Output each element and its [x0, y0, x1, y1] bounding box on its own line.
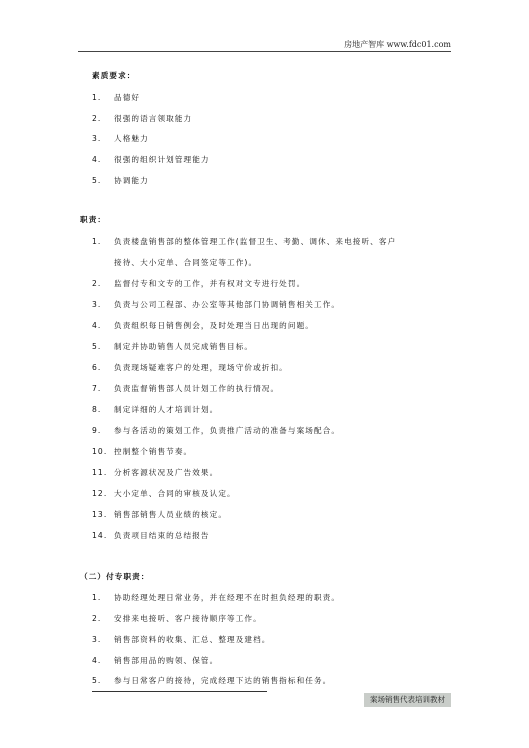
- footer-badge: 案场销售代表培训教材: [364, 693, 451, 707]
- item-number: 1.: [92, 593, 102, 602]
- list-item: [92, 468, 218, 478]
- item-text: 很强的语言领取能力: [114, 114, 193, 123]
- list-item: [92, 676, 331, 686]
- list-item: [92, 510, 227, 520]
- page-header: 房地产智库 www.fdc01.com: [344, 40, 451, 49]
- item-text: 控制整个销售节奏。: [114, 447, 193, 456]
- item-number: 12.: [92, 489, 108, 498]
- list-item: [92, 300, 340, 310]
- item-text: 人格魅力: [114, 134, 149, 143]
- list-item: [92, 93, 140, 103]
- list-item: [92, 614, 262, 624]
- list-item: [92, 531, 210, 541]
- item-text: 负责监督销售部人员计划工作的执行情况。: [114, 384, 280, 393]
- header-divider: [78, 51, 451, 52]
- item-number: 10.: [92, 447, 108, 456]
- item-number: 2.: [92, 114, 102, 123]
- item-text: 监督付专和文专的工作，并有权对文专进行处罚。: [114, 279, 306, 288]
- list-item: [92, 489, 236, 499]
- item-text: 安排来电接听、客户接待顺序等工作。: [114, 614, 262, 623]
- item-text: 协调能力: [114, 176, 149, 185]
- item-text: 参与日常客户的接待，完成经理下达的销售指标和任务。: [114, 676, 332, 685]
- item-text: 制定详细的人才培训计划。: [114, 405, 219, 414]
- list-item: [92, 384, 279, 394]
- list-item: [92, 656, 218, 666]
- item-text: 大小定单、合同的审核及认定。: [114, 489, 236, 498]
- item-number: 14.: [92, 531, 108, 540]
- item-text: 负责项目结束的总结报告: [114, 531, 210, 540]
- item-text: 负责组织每日销售例会，及时处理当日出现的问题。: [114, 321, 314, 330]
- list-item: [92, 279, 305, 289]
- item-number: 6.: [92, 363, 102, 372]
- list-item: [92, 405, 218, 415]
- item-text: 协助经理处理日常业务，并在经理不在时担负经理的职责。: [114, 593, 341, 602]
- item-text: 销售部销售人员业绩的核定。: [114, 510, 228, 519]
- item-text: 很强的组织计划管理能力: [114, 155, 210, 164]
- list-item: [92, 114, 192, 124]
- item-text: 销售部用品的购领、保管。: [114, 656, 219, 665]
- item-text: 负责现场疑难客户的处理，现场守价或折扣。: [114, 363, 288, 372]
- item-text: 制定并协助销售人员完成销售目标。: [114, 342, 254, 351]
- item-number: 9.: [92, 426, 102, 435]
- section-title-quality: 素质要求：: [92, 71, 136, 80]
- item-text: 分析客源状况及广告效果。: [114, 468, 219, 477]
- item-number: 8.: [92, 405, 102, 414]
- item-text: 参与各活动的策划工作，负责推广活动的准备与案场配合。: [114, 426, 341, 435]
- list-item: [92, 155, 210, 165]
- item-number: 4.: [92, 155, 102, 164]
- item-number: 4.: [92, 656, 102, 665]
- item-number: 5.: [92, 176, 102, 185]
- list-item: [92, 134, 149, 144]
- list-item: [92, 321, 314, 331]
- list-item: [92, 635, 271, 645]
- list-item-continuation: 接待、大小定单、合同签定等工作)。: [114, 258, 258, 267]
- item-text: 品德好: [114, 93, 141, 102]
- section-title-deputy: （二）付专职责：: [80, 572, 150, 581]
- item-number: 3.: [92, 134, 102, 143]
- item-text: 负责楼盘销售部的整体管理工作(监督卫生、考勤、调休、来电接听、客户: [114, 237, 397, 246]
- list-item: [92, 176, 149, 186]
- item-number: 1.: [92, 237, 102, 246]
- list-item: [92, 593, 340, 603]
- list-item: [92, 447, 192, 457]
- item-number: 7.: [92, 384, 102, 393]
- item-number: 5.: [92, 342, 102, 351]
- item-number: 2.: [92, 279, 102, 288]
- item-number: 3.: [92, 635, 102, 644]
- footnote-divider: [92, 691, 267, 692]
- item-number: 4.: [92, 321, 102, 330]
- item-text: 销售部资料的收集、汇总、整理及建档。: [114, 635, 271, 644]
- item-number: 5.: [92, 676, 102, 685]
- item-number: 13.: [92, 510, 108, 519]
- list-item: [92, 237, 396, 247]
- item-number: 2.: [92, 614, 102, 623]
- section-title-duties: 职责：: [80, 215, 107, 224]
- list-item: [92, 342, 253, 352]
- item-text: 负责与公司工程部、办公室等其他部门协调销售相关工作。: [114, 300, 341, 309]
- list-item: [92, 363, 288, 373]
- item-number: 3.: [92, 300, 102, 309]
- item-number: 11.: [92, 468, 108, 477]
- item-number: 1.: [92, 93, 102, 102]
- list-item: [92, 426, 340, 436]
